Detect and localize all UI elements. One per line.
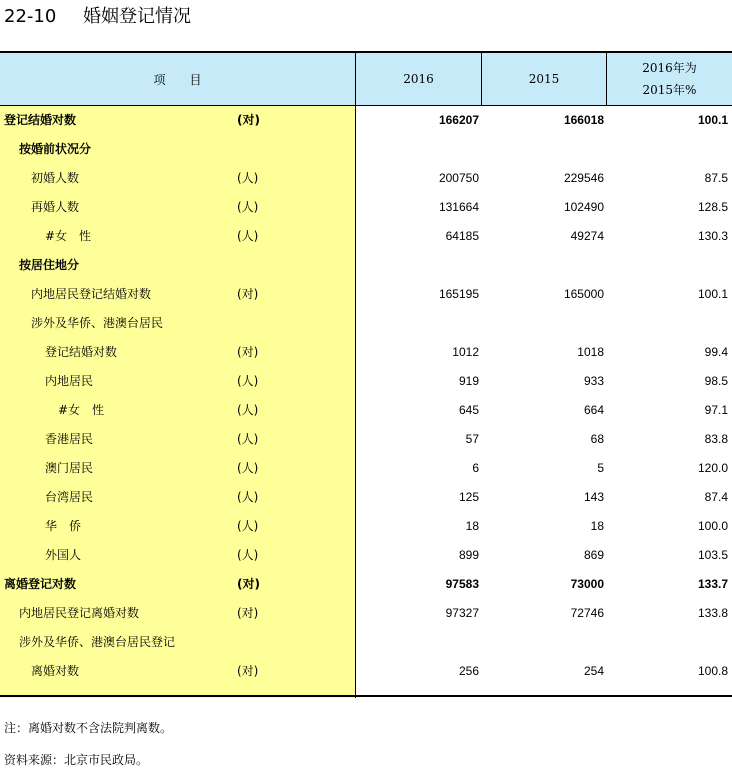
value-2015: 166018 bbox=[563, 113, 604, 127]
table-row bbox=[0, 454, 732, 483]
value-ratio: 97.1 bbox=[704, 403, 728, 417]
value-2016: 18 bbox=[465, 519, 479, 533]
value-ratio: 103.5 bbox=[697, 548, 728, 562]
header-ratio-line2: 2015年% bbox=[642, 83, 697, 97]
value-2015: 165000 bbox=[563, 287, 604, 301]
table-row bbox=[0, 280, 732, 309]
row-label: 香港居民 bbox=[45, 432, 94, 446]
value-ratio: 120.0 bbox=[697, 461, 728, 475]
table-row bbox=[0, 193, 732, 222]
page-title bbox=[4, 5, 191, 29]
row-label: 离婚对数 bbox=[31, 664, 80, 678]
table-bottom-rule bbox=[0, 695, 732, 697]
value-ratio: 83.8 bbox=[704, 432, 728, 446]
value-ratio: 87.5 bbox=[704, 171, 728, 185]
value-2016: 899 bbox=[458, 548, 479, 562]
value-2016: 165195 bbox=[438, 287, 479, 301]
value-2015: 869 bbox=[583, 548, 604, 562]
value-2015: 254 bbox=[583, 664, 604, 678]
value-2015: 5 bbox=[597, 461, 604, 475]
table-row bbox=[0, 135, 732, 164]
row-label: 登记结婚对数 bbox=[45, 345, 118, 359]
table-row bbox=[0, 425, 732, 454]
row-label: 登记结婚对数 bbox=[4, 113, 77, 127]
table-row bbox=[0, 570, 732, 599]
header-ratio bbox=[607, 53, 732, 105]
row-unit: (对) bbox=[237, 345, 259, 359]
value-ratio: 133.7 bbox=[697, 577, 728, 591]
row-label: 按居住地分 bbox=[19, 258, 80, 272]
row-unit: (人) bbox=[237, 403, 259, 417]
value-2015: 229546 bbox=[563, 171, 604, 185]
table-number: 22-10 bbox=[4, 6, 57, 27]
value-ratio: 128.5 bbox=[697, 200, 728, 214]
marriage-registration-table bbox=[0, 51, 732, 686]
row-label: 按婚前状况分 bbox=[19, 142, 92, 156]
table-row bbox=[0, 628, 732, 657]
row-unit: (对) bbox=[237, 287, 259, 301]
footnote: 注：离婚对数不含法院判离数。 bbox=[4, 721, 173, 735]
value-2016: 125 bbox=[458, 490, 479, 504]
row-unit: (人) bbox=[237, 548, 259, 562]
value-2016: 97583 bbox=[445, 577, 479, 591]
row-label: 内地居民 bbox=[45, 374, 94, 388]
row-label: 初婚人数 bbox=[31, 171, 80, 185]
row-unit: (人) bbox=[237, 374, 259, 388]
value-ratio: 100.8 bbox=[697, 664, 728, 678]
row-unit: (人) bbox=[237, 200, 259, 214]
table-row bbox=[0, 338, 732, 367]
data-source: 资料来源：北京市民政局。 bbox=[4, 753, 149, 767]
row-unit: (人) bbox=[237, 519, 259, 533]
value-2016: 200750 bbox=[438, 171, 479, 185]
table-row bbox=[0, 367, 732, 396]
row-unit: (对) bbox=[237, 664, 259, 678]
value-2016: 166207 bbox=[438, 113, 479, 127]
table-title: 婚姻登记情况 bbox=[83, 6, 191, 27]
value-2015: 18 bbox=[590, 519, 604, 533]
row-unit: (对) bbox=[237, 577, 260, 591]
header-2016: 2016 bbox=[356, 53, 482, 105]
value-2016: 919 bbox=[458, 374, 479, 388]
value-2015: 933 bbox=[583, 374, 604, 388]
row-label: 涉外及华侨、港澳台居民登记 bbox=[19, 635, 176, 649]
header-item: 项 目 bbox=[0, 53, 356, 105]
row-unit: (人) bbox=[237, 432, 259, 446]
table-row bbox=[0, 164, 732, 193]
table-row bbox=[0, 541, 732, 570]
value-2016: 1012 bbox=[452, 345, 479, 359]
value-2016: 131664 bbox=[438, 200, 479, 214]
row-unit: (人) bbox=[237, 490, 259, 504]
table-row bbox=[0, 309, 732, 338]
value-ratio: 100.1 bbox=[697, 113, 728, 127]
row-label: 台湾居民 bbox=[45, 490, 94, 504]
value-2015: 102490 bbox=[563, 200, 604, 214]
value-2016: 645 bbox=[458, 403, 479, 417]
table-row bbox=[0, 483, 732, 512]
value-ratio: 98.5 bbox=[704, 374, 728, 388]
value-2015: 68 bbox=[590, 432, 604, 446]
value-2016: 6 bbox=[472, 461, 479, 475]
header-2015: 2015 bbox=[482, 53, 607, 105]
table-row bbox=[0, 657, 732, 686]
value-2015: 72746 bbox=[570, 606, 604, 620]
header-ratio-line1: 2016年为 bbox=[642, 61, 697, 75]
value-2015: 143 bbox=[583, 490, 604, 504]
row-unit: (人) bbox=[237, 171, 259, 185]
table-row bbox=[0, 222, 732, 251]
value-2015: 49274 bbox=[570, 229, 604, 243]
table-row bbox=[0, 396, 732, 425]
value-2016: 256 bbox=[458, 664, 479, 678]
row-label: 华 侨 bbox=[45, 519, 82, 533]
row-unit: (人) bbox=[237, 461, 259, 475]
table-body bbox=[0, 106, 732, 686]
row-label: 内地居民登记结婚对数 bbox=[31, 287, 152, 301]
value-2015: 73000 bbox=[570, 577, 604, 591]
row-unit: (人) bbox=[237, 229, 259, 243]
value-ratio: 87.4 bbox=[704, 490, 728, 504]
value-2016: 64185 bbox=[445, 229, 479, 243]
table-row bbox=[0, 106, 732, 135]
row-label: #女 性 bbox=[58, 403, 105, 417]
value-ratio: 99.4 bbox=[704, 345, 728, 359]
value-2016: 57 bbox=[465, 432, 479, 446]
value-2015: 1018 bbox=[577, 345, 604, 359]
table-row bbox=[0, 599, 732, 628]
row-label: 离婚登记对数 bbox=[4, 577, 77, 591]
table-row bbox=[0, 251, 732, 280]
value-ratio: 130.3 bbox=[697, 229, 728, 243]
row-label: 涉外及华侨、港澳台居民 bbox=[31, 316, 164, 330]
table-row bbox=[0, 512, 732, 541]
value-ratio: 100.0 bbox=[697, 519, 728, 533]
row-unit: (对) bbox=[237, 113, 260, 127]
row-label: 外国人 bbox=[45, 548, 82, 562]
row-label: 内地居民登记离婚对数 bbox=[19, 606, 140, 620]
value-ratio: 100.1 bbox=[697, 287, 728, 301]
table-header bbox=[0, 51, 732, 106]
row-label: 澳门居民 bbox=[45, 461, 94, 475]
row-label: #女 性 bbox=[45, 229, 92, 243]
value-ratio: 133.8 bbox=[697, 606, 728, 620]
value-2016: 97327 bbox=[445, 606, 479, 620]
row-unit: (对) bbox=[237, 606, 259, 620]
row-label: 再婚人数 bbox=[31, 200, 80, 214]
value-2015: 664 bbox=[583, 403, 604, 417]
